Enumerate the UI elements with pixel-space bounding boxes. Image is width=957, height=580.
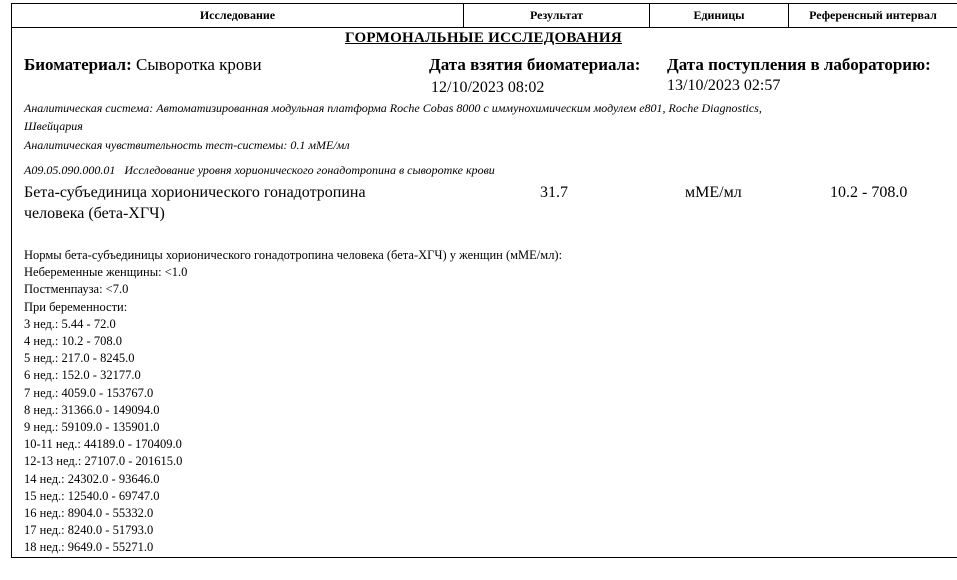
norm-line: Небеременные женщины: <1.0	[24, 265, 188, 280]
biomaterial-label: Биоматериал:	[24, 55, 132, 74]
norm-line: 15 нед.: 12540.0 - 69747.0	[24, 488, 160, 503]
norm-line: 14 нед.: 24302.0 - 93646.0	[24, 471, 160, 486]
norm-line: 6 нед.: 152.0 - 32177.0	[24, 368, 141, 383]
lab-date-value: 13/10/2023 02:57	[667, 77, 781, 94]
norm-line: 5 нед.: 217.0 - 8245.0	[24, 351, 135, 366]
norm-line: 4 нед.: 10.2 - 708.0	[24, 334, 122, 349]
sensitivity-note: Аналитическая чувствительность тест-системы: 0.1 мМЕ/мл	[24, 138, 350, 152]
collection-date-label: Дата взятия биоматериала:	[429, 55, 641, 74]
test-description: Исследование уровня хорионического гонадотропина в сыворотке крови	[124, 163, 495, 177]
analytic-system-line2: Швейцария	[24, 119, 83, 133]
norm-line: 12-13 нед.: 27107.0 - 201615.0	[24, 454, 183, 469]
lab-date-label: Дата поступления в лабораторию:	[667, 55, 931, 74]
result-units: мМЕ/мл	[685, 184, 742, 201]
table-header	[11, 3, 957, 28]
test-code	[24, 163, 495, 178]
test-code-value: A09.05.090.000.01	[24, 163, 116, 177]
section-title: ГОРМОНАЛЬНЫЕ ИССЛЕДОВАНИЯ	[345, 30, 622, 46]
norm-line: 17 нед.: 8240.0 - 51793.0	[24, 523, 154, 538]
norm-line: 16 нед.: 8904.0 - 55332.0	[24, 506, 154, 521]
result-value: 31.7	[540, 184, 568, 201]
norm-line: 3 нед.: 5.44 - 72.0	[24, 316, 116, 331]
norm-line: Постменпауза: <7.0	[24, 282, 129, 297]
biomaterial-value: Сыворотка крови	[135, 55, 262, 74]
result-name-line2: человека (бета-ХГЧ)	[24, 205, 165, 222]
header-reference: Референсный интервал	[788, 3, 957, 28]
result-name-line1: Бета-субъединица хорионического гонадотропина	[24, 184, 366, 201]
norm-line: 10-11 нед.: 44189.0 - 170409.0	[24, 437, 182, 452]
result-reference: 10.2 - 708.0	[830, 184, 908, 201]
norms-heading: Нормы бета-субъединицы хорионического гонадотропина человека (бета-ХГЧ) у женщин (мМЕ/мл):	[24, 248, 563, 262]
analytic-system-line1: Аналитическая система: Автоматизированная модульная платформа Roche Cobas 8000 с иммунохимическим модулем e801, Roche Diagnostics,	[24, 101, 762, 115]
norm-line: При беременности:	[24, 299, 128, 314]
header-result: Результат	[463, 3, 650, 28]
header-units: Единицы	[649, 3, 789, 28]
norm-line: 7 нед.: 4059.0 - 153767.0	[24, 385, 154, 400]
norm-line: 8 нед.: 31366.0 - 149094.0	[24, 402, 160, 417]
collection-date-value: 12/10/2023 08:02	[431, 79, 545, 96]
norm-line: 18 нед.: 9649.0 - 55271.0	[24, 540, 154, 555]
norms-list	[24, 247, 562, 557]
header-test: Исследование	[11, 3, 464, 28]
norm-line: 9 нед.: 59109.0 - 135901.0	[24, 420, 160, 435]
biomaterial	[24, 55, 262, 75]
